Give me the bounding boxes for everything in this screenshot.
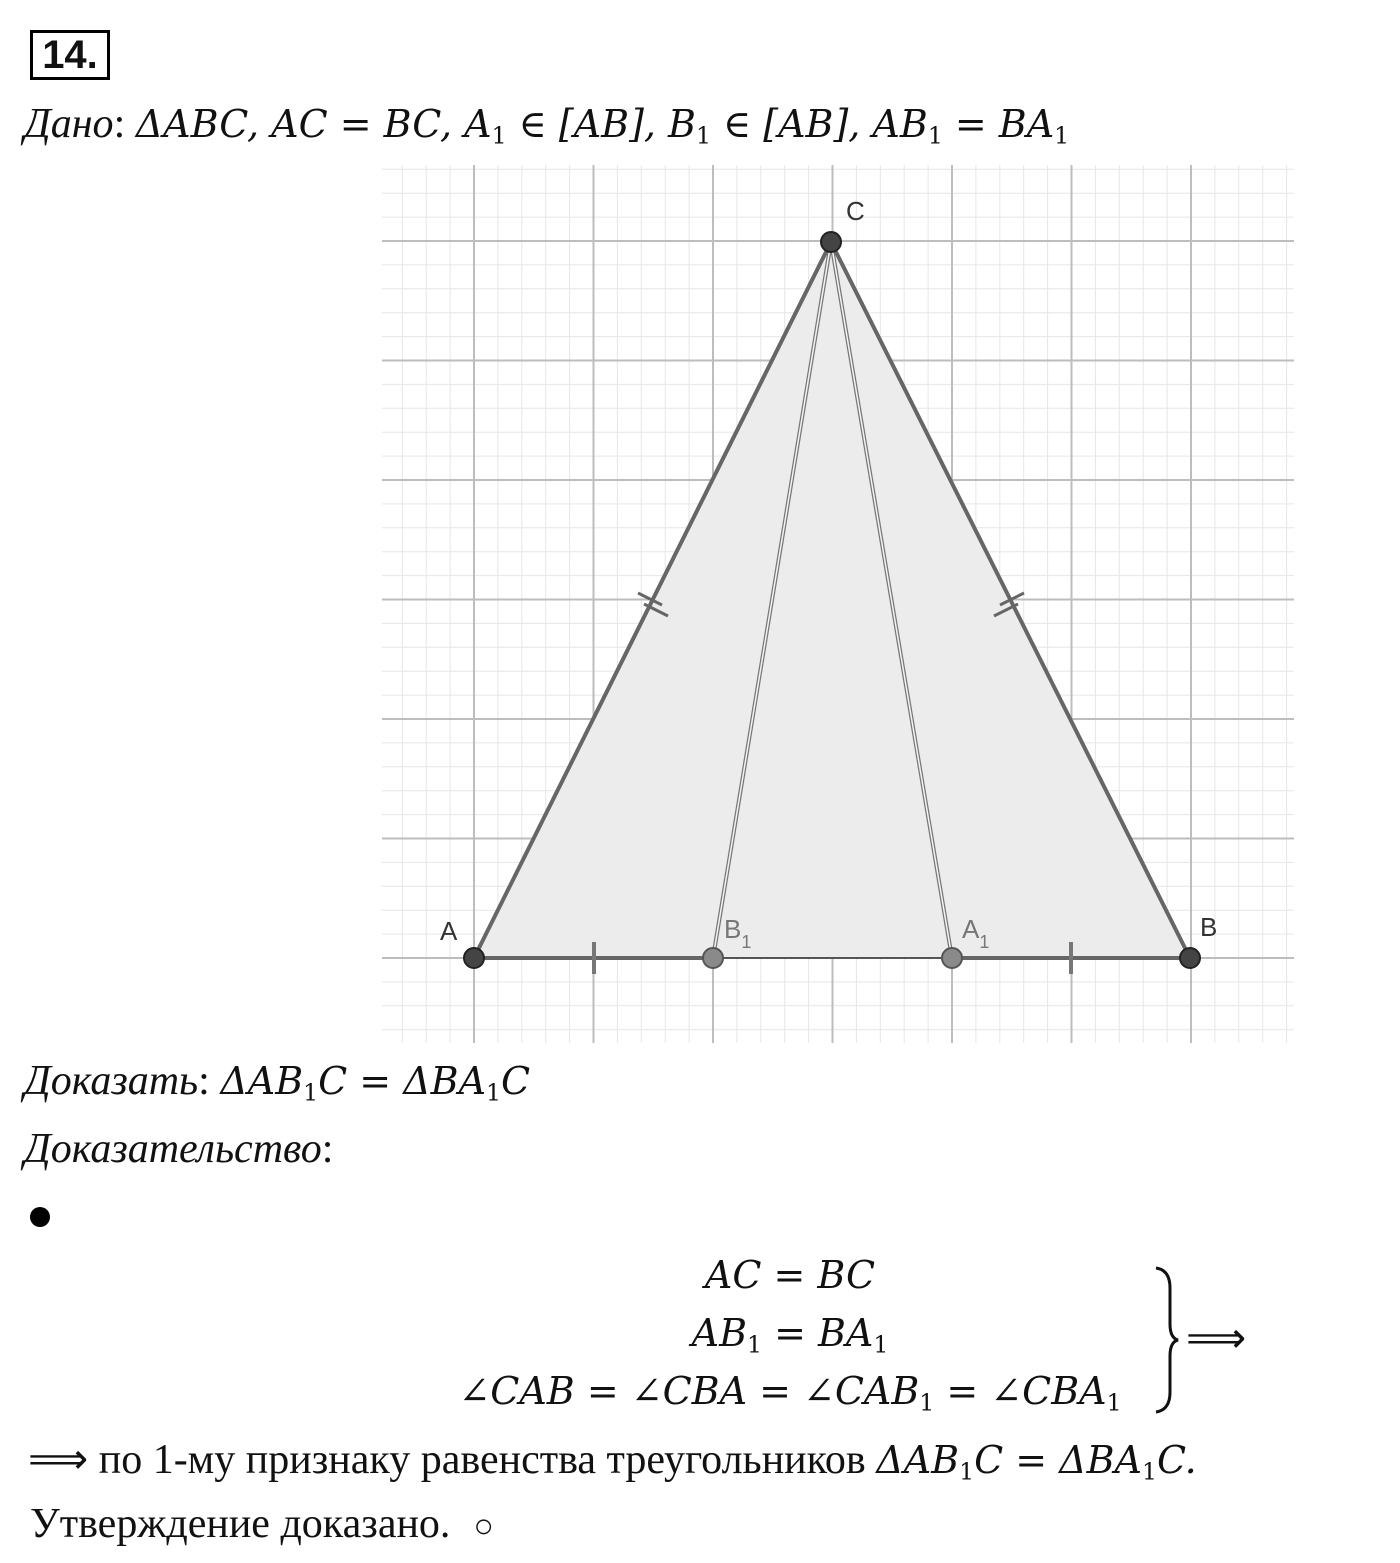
label-b1: $B_1$: [724, 914, 752, 952]
conclusion-statement: $\Delta AB_1C = \Delta BA_1C$.: [876, 1438, 1197, 1486]
label-a: A: [440, 916, 458, 946]
triangle-figure: [382, 165, 1294, 1045]
label-b: B: [1200, 912, 1218, 942]
point-a: [464, 948, 484, 968]
proof-heading: Доказательство:: [24, 1126, 334, 1172]
point-b1: [703, 948, 723, 968]
system-line-2: $AB_1 = BA_1$: [691, 1311, 889, 1359]
given-line: Дано: ΔABC, AC = BC, $A_1$ ∈ [AB], $B_1$ ∈ [AB], $AB_1 = BA_1$: [24, 101, 1070, 150]
right-brace: [1152, 1264, 1182, 1416]
given-statement: ΔABC, AC = BC, $A_1$ ∈ [AB], $B_1$ ∈ [AB], $AB_1 = BA_1$: [135, 102, 1070, 150]
label-a1: $A_1$: [962, 914, 990, 952]
given-label: Дано: [24, 101, 114, 147]
prove-line: Доказать: $\Delta AB_1C = \Delta BA_1C$: [24, 1058, 531, 1107]
point-c: [821, 232, 841, 252]
point-b: [1180, 948, 1200, 968]
problem-number: 14.: [30, 30, 110, 80]
prove-label: Доказать: [24, 1058, 199, 1104]
end-of-proof-symbol: ○: [473, 1508, 495, 1545]
implies-symbol: ⟹: [1186, 1316, 1247, 1362]
point-a1: [942, 948, 962, 968]
prove-statement: $\Delta AB_1C = \Delta BA_1C$: [220, 1059, 531, 1107]
bullet-point: [30, 1207, 50, 1227]
final-line: Утверждение доказано. ○: [30, 1501, 495, 1547]
conclusion-line: ⟹ по 1-му признаку равенства треугольников $\Delta AB_1C = \Delta BA_1C$.: [28, 1437, 1197, 1486]
label-c: C: [846, 196, 865, 226]
system-line-3: ∠CAB = ∠CBA = $\angle CAB_1$ = $\angle CBA_1$: [458, 1369, 1122, 1417]
system-line-1: AC = BC: [704, 1253, 876, 1297]
